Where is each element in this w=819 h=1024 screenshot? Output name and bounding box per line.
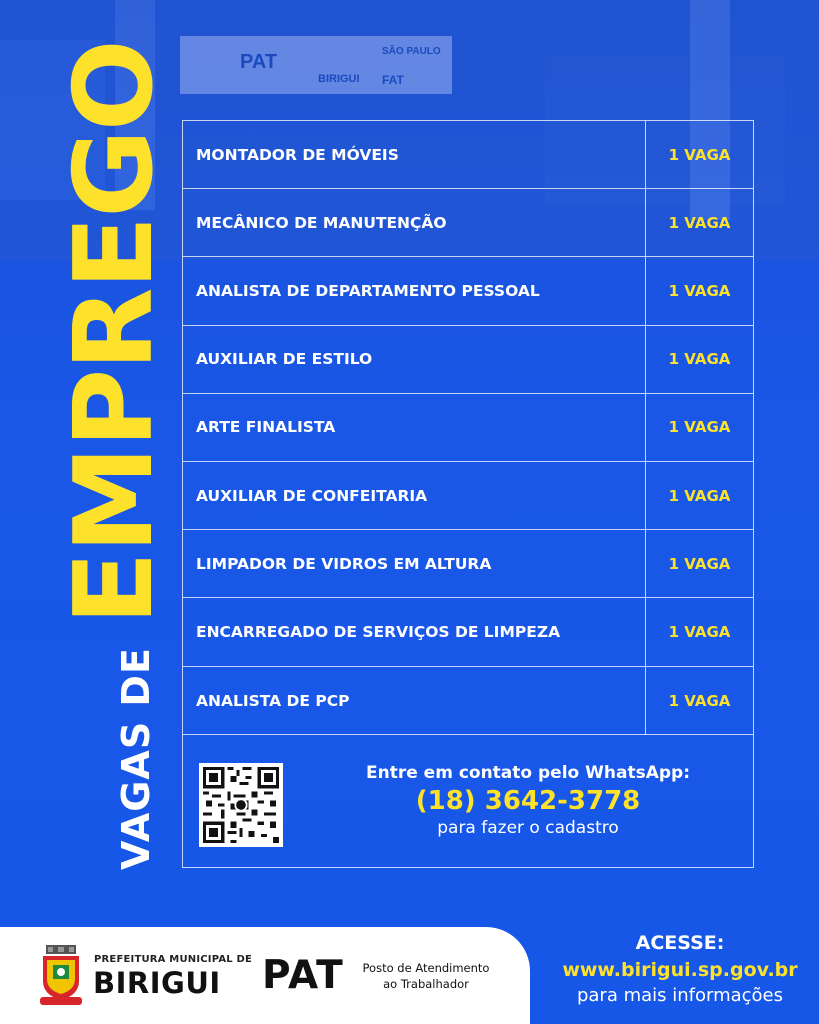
prefeitura-label: PREFEITURA MUNICIPAL DE	[94, 954, 253, 965]
pat-subtitle: Posto de Atendimento ao Trabalhador	[362, 961, 490, 991]
contact-box	[182, 735, 754, 868]
contact-line1: Entre em contato pelo WhatsApp:	[365, 763, 690, 783]
job-row	[183, 667, 753, 735]
job-row	[183, 394, 753, 462]
job-row	[183, 189, 753, 257]
sign-fat: FAT	[382, 73, 404, 87]
job-vagas: 1 VAGA	[668, 486, 731, 505]
job-title: ANALISTA DE DEPARTAMENTO PESSOAL	[183, 257, 646, 324]
job-vagas: 1 VAGA	[668, 350, 731, 369]
job-row	[183, 326, 753, 394]
qr-code-icon[interactable]	[199, 763, 283, 847]
job-title: ENCARREGADO DE SERVIÇOS DE LIMPEZA	[183, 598, 646, 665]
job-row	[183, 257, 753, 325]
job-title: ARTE FINALISTA	[183, 394, 646, 461]
vertical-title	[30, 41, 177, 870]
job-title: AUXILIAR DE ESTILO	[183, 326, 646, 393]
title-emprego: EMPREGO	[52, 41, 177, 626]
acesse-block	[560, 932, 800, 1006]
job-row	[183, 462, 753, 530]
sign-sao-paulo: SÃO PAULO	[382, 46, 441, 57]
job-row	[183, 598, 753, 666]
job-vagas: 1 VAGA	[668, 213, 731, 232]
job-title: MONTADOR DE MÓVEIS	[183, 121, 646, 188]
job-title: AUXILIAR DE CONFEITARIA	[183, 462, 646, 529]
contact-text	[313, 763, 743, 838]
job-vagas: 1 VAGA	[668, 418, 731, 437]
birigui-crest-icon	[38, 945, 84, 1007]
website-link[interactable]: www.birigui.sp.gov.br	[562, 959, 798, 981]
acesse-label: ACESSE:	[635, 932, 725, 954]
title-vagas-de: VAGAS DE	[114, 647, 158, 870]
job-title: LIMPADOR DE VIDROS EM ALTURA	[183, 530, 646, 597]
contact-line3: para fazer o cadastro	[437, 818, 619, 838]
pat-logo: PAT	[262, 953, 344, 998]
jobs-table	[182, 120, 754, 735]
job-title: ANALISTA DE PCP	[183, 667, 646, 735]
contact-phone[interactable]: (18) 3642-3778	[415, 786, 641, 816]
job-vagas: 1 VAGA	[668, 554, 731, 573]
sign-pat: PAT	[240, 51, 278, 73]
job-vagas: 1 VAGA	[668, 691, 731, 710]
prefeitura-birigui: BIRIGUI	[93, 966, 221, 1000]
job-vagas: 1 VAGA	[668, 281, 731, 300]
job-row	[183, 121, 753, 189]
job-vagas: 1 VAGA	[668, 145, 731, 164]
job-row	[183, 530, 753, 598]
sign-birigui: BIRIGUI	[318, 73, 360, 85]
more-info-label: para mais informações	[576, 985, 784, 1006]
job-title: MECÂNICO DE MANUTENÇÃO	[183, 189, 646, 256]
job-vagas: 1 VAGA	[668, 622, 731, 641]
